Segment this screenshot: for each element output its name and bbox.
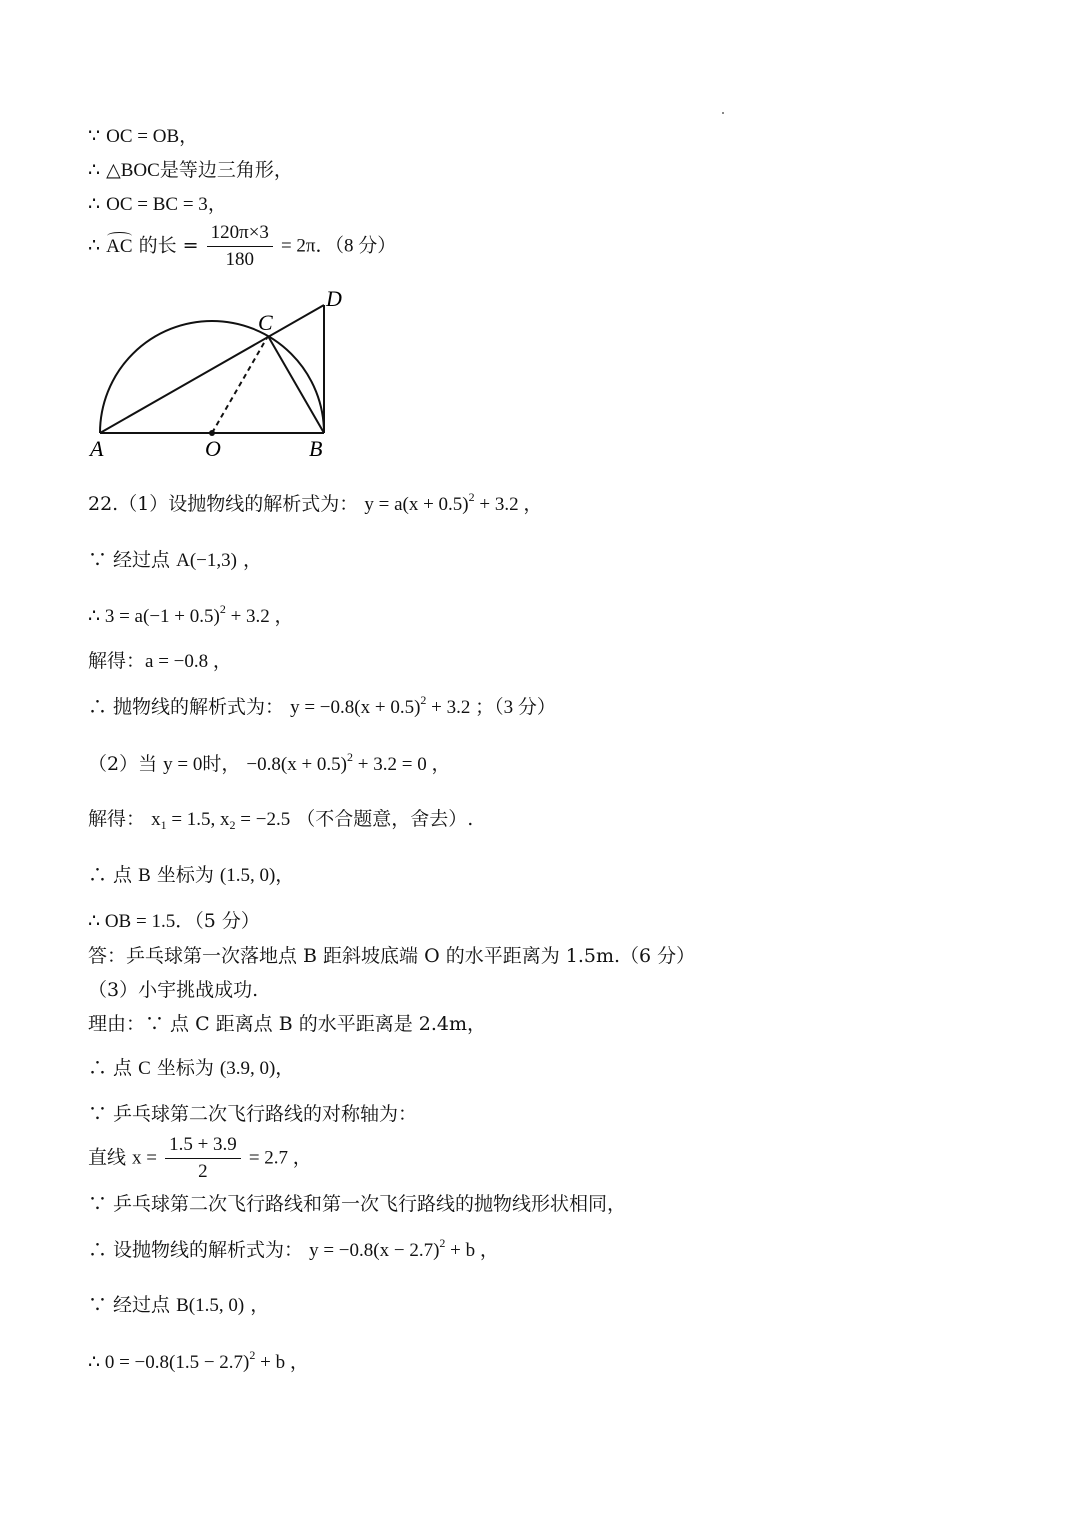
variable: x (220, 809, 230, 830)
text: 解得： (88, 808, 146, 830)
q22-line-3 (88, 604, 294, 629)
equation: a = −0.8 ， (145, 651, 232, 672)
q22-line-17 (88, 1238, 499, 1263)
exponent: 2 (219, 602, 226, 616)
punct: ， (179, 125, 199, 147)
equation: −0.8(x + 0.5) (246, 754, 348, 775)
segment-cb (268, 336, 324, 433)
point: A(−1,3) (176, 550, 237, 571)
text: 坐标为 (150, 864, 220, 886)
exponent: 2 (420, 693, 427, 707)
equation-tail: + 3.2 ；（3 分） (426, 697, 556, 718)
line-arc-length (88, 222, 396, 271)
label-o: O (205, 436, 221, 461)
equation: ∴ 3 = a(−1 + 0.5) (88, 606, 220, 627)
statement: 是等边三角形， (159, 159, 293, 181)
therefore-symbol: ∴ (88, 193, 101, 215)
exponent: 2 (249, 1348, 256, 1362)
equation: ∴ 0 = −0.8(1.5 − 2.7) (88, 1352, 250, 1373)
score: ．（5 分） (175, 910, 260, 932)
text: 解得： (88, 650, 146, 672)
result: = 2.7 ， (248, 1147, 312, 1169)
text: ∴ 设抛物线的解析式为： (88, 1239, 304, 1261)
triangle-name: △BOC (106, 160, 160, 181)
q22-line-8 (88, 863, 294, 888)
exponent: 2 (468, 490, 475, 504)
coordinates: (1.5, 0) (219, 865, 276, 886)
q22-line-14 (88, 1102, 417, 1126)
q22-line-6 (88, 752, 450, 777)
point: B(1.5, 0) (176, 1295, 245, 1316)
answer-text: 答：乒乓球第一次落地点 B 距斜坡底端 O 的水平距离为 1.5m.（6 分） (88, 945, 696, 967)
text: 直线 (88, 1146, 133, 1169)
q22-line-10 (88, 944, 695, 968)
point: C (138, 1058, 151, 1079)
speck-dot (722, 112, 724, 114)
equation: y = a(x + 0.5) (364, 494, 469, 515)
q22-line-18 (88, 1293, 269, 1318)
because-symbol: ∵ (88, 125, 101, 147)
q22-line-7 (88, 807, 473, 832)
equation-tail: + b ， (255, 1352, 309, 1373)
punct: ， (207, 193, 227, 215)
axis-fraction (165, 1134, 241, 1183)
fraction-denominator: 2 (198, 1161, 208, 1182)
text: ∴ 抛物线的解析式为： (88, 696, 285, 718)
subscript: 2 (229, 818, 236, 832)
q22-line-4 (88, 649, 232, 674)
q22-line-13 (88, 1056, 294, 1081)
punct: ， (275, 864, 295, 886)
exponent: 2 (439, 1236, 446, 1250)
q22-line-9 (88, 909, 260, 934)
value: = −2.5 (235, 809, 291, 830)
text: 22.（1）设抛物线的解析式为： (88, 493, 359, 515)
therefore-symbol: ∴ (88, 159, 101, 181)
text: ∴ 点 (88, 1057, 139, 1079)
semicircle-arc (100, 321, 324, 433)
line-equilateral (88, 158, 293, 183)
coordinates: (3.9, 0) (219, 1058, 276, 1079)
variable: x (151, 809, 161, 830)
q22-line-2 (88, 548, 262, 573)
part-heading: （3）小宇挑战成功. (88, 979, 259, 1001)
subscript: 1 (160, 818, 167, 832)
condition: y = 0 (163, 754, 203, 775)
equation: OC = BC = 3 (106, 194, 208, 215)
text: ∵ 乒乓球第二次飞行路线和第一次飞行路线的抛物线形状相同， (88, 1193, 627, 1215)
q22-line-15 (88, 1134, 312, 1183)
fraction-denominator: 180 (225, 249, 255, 270)
equation: y = −0.8(x + 0.5) (290, 697, 421, 718)
line-oc-bc (88, 192, 227, 217)
fraction-numerator: 120π×3 (207, 222, 273, 247)
equation: OC = OB (106, 126, 180, 147)
text: 时， (202, 753, 241, 775)
text: （2）当 (88, 753, 164, 775)
punct: ， (275, 1057, 295, 1079)
text: ∵ 乒乓球第二次飞行路线的对称轴为： (88, 1103, 418, 1125)
q22-line-19 (88, 1350, 309, 1375)
label-c: C (258, 310, 273, 335)
fraction-numerator: 1.5 + 3.9 (165, 1134, 241, 1159)
arc-fraction (207, 222, 273, 271)
q22-line-1 (88, 492, 542, 517)
result: = 2π．（8 分） (280, 235, 397, 257)
text: ∵ 经过点 (88, 1294, 177, 1316)
reason-text: 理由：∵ 点 C 距离点 B 的水平距离是 2.4m， (88, 1013, 486, 1035)
value: = 1.5, (166, 809, 221, 830)
label-a: A (90, 436, 104, 461)
segment-ad (100, 305, 324, 433)
q22-line-11 (88, 978, 258, 1002)
statement: 的长 = (138, 234, 199, 257)
equation-tail: + 3.2 ， (474, 494, 543, 515)
therefore-symbol: ∴ (88, 234, 101, 257)
geometry-figure (80, 280, 360, 465)
q22-line-12 (88, 1012, 486, 1036)
equation-tail: + 3.2 ， (225, 606, 294, 627)
arc-ac: AC (106, 235, 133, 257)
equation: ∴ OB = 1.5 (88, 911, 176, 932)
dashed-oc (212, 336, 268, 433)
label-b: B (309, 436, 323, 461)
label-d: D (326, 286, 342, 311)
point: B (138, 865, 151, 886)
equation-tail: + 3.2 = 0 ， (353, 754, 451, 775)
text: ∵ 经过点 (88, 549, 177, 571)
note: （不合题意，舍去）. (296, 808, 474, 830)
equation: y = −0.8(x − 2.7) (309, 1240, 440, 1261)
line-oc-ob (88, 124, 198, 149)
punct: ， (236, 549, 262, 571)
punct: ， (244, 1294, 270, 1316)
variable: x = (132, 1147, 158, 1169)
text: ∴ 点 (88, 864, 139, 886)
q22-line-5 (88, 695, 556, 720)
q22-line-16 (88, 1192, 626, 1216)
exponent: 2 (347, 750, 354, 764)
equation-tail: + b ， (445, 1240, 499, 1261)
text: 坐标为 (150, 1057, 220, 1079)
